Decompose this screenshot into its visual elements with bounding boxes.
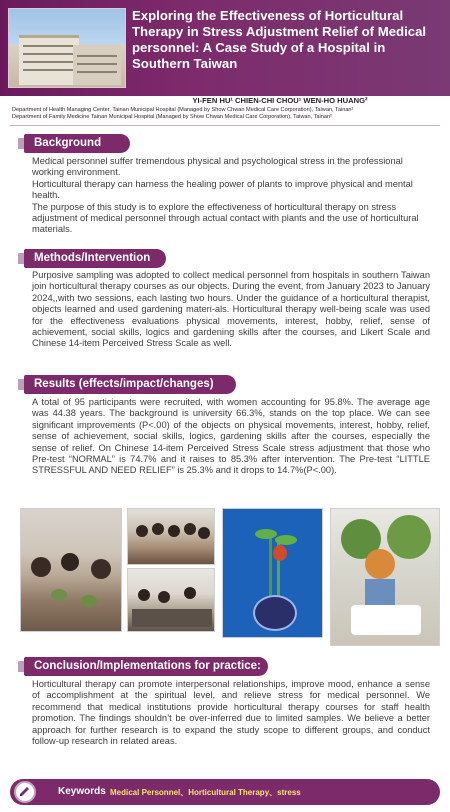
methods-heading: Methods/Intervention (24, 249, 166, 268)
authors-line: YI-FEN HU¹ CHIEN-CHI CHOU¹ WEN-HO HUANG² (192, 96, 368, 105)
keywords-label: Keywords (58, 786, 106, 797)
potted-bamboo-photo (222, 508, 323, 638)
poster-title: Exploring the Effectiveness of Horticultural Therapy in Stress Adjustment Relief of Medical personnel: A Case Study of a Hospital in Southern Taiwan (132, 8, 427, 71)
conclusion-text: Horticultural therapy can promote interpersonal relationships, improve mood, enhance a sense of accomplishment at the spiritual level, and relieve stress for medical personnel. We recommend that medical institutions provide horticultural therapy courses for staff health promotion. The findings shouldn’t be over-inferred due to limited samples. We believe a better approach for further research is to expand the study scope to different groups, and conduct follow-up research in related areas. (32, 679, 430, 747)
activity-photo-workshop (127, 568, 215, 632)
hospital-photo (8, 8, 126, 88)
background-p3: The purpose of this study is to explore the effectiveness of horticultural therapy on stress adjustment of medical personnel through actual contact with plants and the use of horticultural materials. (32, 201, 419, 235)
activity-photo-group-portrait (127, 508, 215, 565)
methods-text: Purposive sampling was adopted to collect medical personnel from hospitals in southern Taiwan join horticultural therapy courses as our objects. During the event, from January 2023 to January 2024,,with two sessions, each lasting two hours. Under the guidance of a horticultural therapist, objects learned and used gardening materi-als. Horticultural therapy well-being scale was used for the effectiveness evaluations physical movements, interest, hobby, relief, sense of achievement, social skills, logics and gardening skills after the courses, and Likert Scale and Chinese 14-item Perceived Stress Scale as well. (32, 270, 430, 349)
background-p1: Medical personnel suffer tremendous physical and psychological stress in the professional working environment. (32, 156, 403, 178)
header-divider (10, 125, 440, 126)
background-text (32, 156, 430, 236)
activity-photo-group-table (20, 508, 122, 632)
background-heading: Background (24, 134, 130, 153)
background-p2: Horticultural therapy can harness the healing power of plants to improve physical and mental health. (32, 178, 413, 201)
affiliation-2: Department of Family Medicine Tainan Municipal Hospital (Managed by Show Chwan Medical Care Corporation), Taiwan, Tainan² (12, 114, 332, 120)
results-text: A total of 95 participants were recruited, with women accounting for 95.8%. The average age was 44.38 years. The background is university 66.3%, stands on the top place. We can see significant improvements (P<.00) of the objects on physical movements, interest, hobby, relief, sense of achievement, social skills, logics, gardening skills after the courses, especially the sense of relief. On Chinese 14-item Perceived Stress Scale stress adjustment that those who Pre-test “NORMAL” is 74.7% and it raises to 85.3% after intervention. The Pre-test “LITTLE STRESSFUL AND NEED RELIEF” is 25.3% and it drops to 14.7%(P<.00). (32, 397, 430, 476)
results-heading: Results (effects/impact/changes) (24, 375, 236, 394)
keywords-value: Medical Personnel、Horticultural Therapy、stress (110, 788, 301, 797)
header-banner (0, 0, 450, 96)
affiliation-1: Department of Health Managing Center, Tainan Municipal Hospital (Managed by Show Chwan Medical Care Corporation), Taiwan, Tainan¹ (12, 107, 354, 113)
conclusion-heading: Conclusion/Implementations for practice: (24, 657, 268, 676)
plant-doll-photo (330, 508, 440, 646)
pencil-icon (14, 781, 36, 803)
